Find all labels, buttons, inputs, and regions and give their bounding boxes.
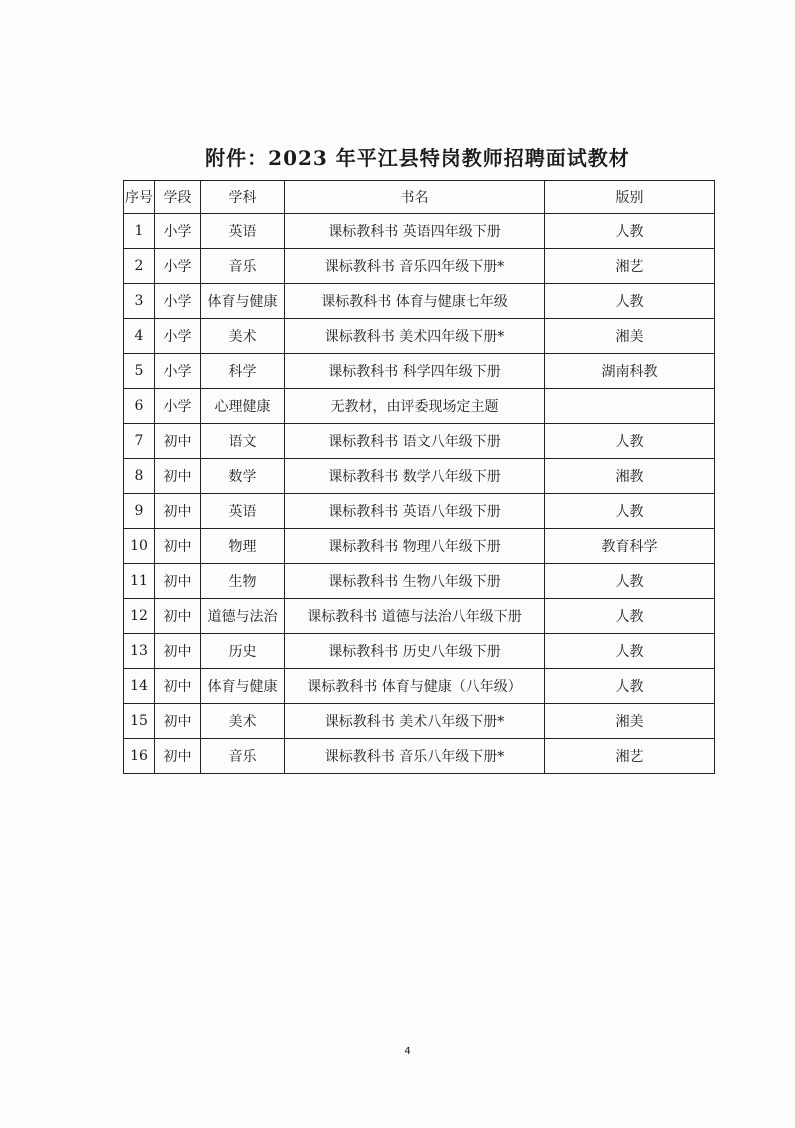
cell-subject: 历史 [201, 634, 285, 669]
cell-publisher: 人教 [545, 564, 715, 599]
table-row [124, 739, 715, 774]
cell-school-stage: 小学 [155, 389, 201, 424]
cell-school-stage: 初中 [155, 529, 201, 564]
cell-book-title: 课标教科书 历史八年级下册 [285, 634, 545, 669]
cell-book-title: 课标教科书 科学四年级下册 [285, 354, 545, 389]
table-header-row [124, 181, 715, 214]
cell-publisher [545, 389, 715, 424]
cell-publisher: 湘美 [545, 704, 715, 739]
document-title: 附件：2023 年平江县特岗教师招聘面试教材 [205, 146, 630, 170]
cell-publisher: 人教 [545, 284, 715, 319]
header-publisher: 版别 [545, 181, 715, 214]
cell-serial-number: 13 [124, 634, 155, 669]
cell-publisher: 人教 [545, 424, 715, 459]
cell-school-stage: 初中 [155, 704, 201, 739]
cell-subject: 英语 [201, 214, 285, 249]
cell-serial-number: 3 [124, 284, 155, 319]
cell-serial-number: 15 [124, 704, 155, 739]
cell-subject: 道德与法治 [201, 599, 285, 634]
cell-serial-number: 7 [124, 424, 155, 459]
table-row [124, 249, 715, 284]
header-serial-number: 序号 [124, 181, 155, 214]
cell-subject: 科学 [201, 354, 285, 389]
cell-school-stage: 小学 [155, 214, 201, 249]
cell-school-stage: 小学 [155, 249, 201, 284]
cell-subject: 数学 [201, 459, 285, 494]
cell-school-stage: 初中 [155, 459, 201, 494]
cell-serial-number: 9 [124, 494, 155, 529]
cell-serial-number: 10 [124, 529, 155, 564]
cell-serial-number: 12 [124, 599, 155, 634]
header-book-title: 书名 [285, 181, 545, 214]
cell-serial-number: 8 [124, 459, 155, 494]
cell-publisher: 人教 [545, 494, 715, 529]
table-row [124, 354, 715, 389]
table-row [124, 319, 715, 354]
cell-publisher: 人教 [545, 599, 715, 634]
cell-publisher: 教育科学 [545, 529, 715, 564]
table-row [124, 284, 715, 319]
cell-subject: 音乐 [201, 249, 285, 284]
cell-subject: 音乐 [201, 739, 285, 774]
cell-publisher: 人教 [545, 669, 715, 704]
cell-school-stage: 小学 [155, 354, 201, 389]
cell-school-stage: 初中 [155, 634, 201, 669]
header-school-stage: 学段 [155, 181, 201, 214]
cell-book-title: 课标教科书 物理八年级下册 [285, 529, 545, 564]
cell-publisher: 湘教 [545, 459, 715, 494]
cell-serial-number: 1 [124, 214, 155, 249]
cell-serial-number: 5 [124, 354, 155, 389]
header-subject: 学科 [201, 181, 285, 214]
cell-book-title: 课标教科书 美术八年级下册* [285, 704, 545, 739]
cell-serial-number: 11 [124, 564, 155, 599]
table-row [124, 669, 715, 704]
table-row [124, 389, 715, 424]
cell-serial-number: 2 [124, 249, 155, 284]
cell-book-title: 课标教科书 音乐八年级下册* [285, 739, 545, 774]
table-row [124, 704, 715, 739]
cell-school-stage: 初中 [155, 564, 201, 599]
table-row [124, 634, 715, 669]
cell-subject: 美术 [201, 319, 285, 354]
cell-serial-number: 4 [124, 319, 155, 354]
cell-subject: 体育与健康 [201, 669, 285, 704]
cell-subject: 心理健康 [201, 389, 285, 424]
table-row [124, 529, 715, 564]
cell-publisher: 人教 [545, 214, 715, 249]
cell-publisher: 湘美 [545, 319, 715, 354]
cell-book-title: 课标教科书 道德与法治八年级下册 [285, 599, 545, 634]
cell-publisher: 人教 [545, 634, 715, 669]
table-row [124, 424, 715, 459]
cell-book-title: 课标教科书 语文八年级下册 [285, 424, 545, 459]
cell-school-stage: 初中 [155, 739, 201, 774]
cell-subject: 英语 [201, 494, 285, 529]
cell-school-stage: 初中 [155, 599, 201, 634]
cell-serial-number: 16 [124, 739, 155, 774]
page-number: 4 [404, 1046, 411, 1057]
cell-subject: 体育与健康 [201, 284, 285, 319]
cell-book-title: 课标教科书 音乐四年级下册* [285, 249, 545, 284]
table-row [124, 564, 715, 599]
cell-serial-number: 6 [124, 389, 155, 424]
cell-book-title: 课标教科书 数学八年级下册 [285, 459, 545, 494]
cell-publisher: 湘艺 [545, 739, 715, 774]
cell-book-title: 课标教科书 体育与健康（八年级） [285, 669, 545, 704]
cell-serial-number: 14 [124, 669, 155, 704]
cell-book-title: 无教材，由评委现场定主题 [285, 389, 545, 424]
cell-book-title: 课标教科书 生物八年级下册 [285, 564, 545, 599]
cell-book-title: 课标教科书 体育与健康七年级 [285, 284, 545, 319]
table-row [124, 494, 715, 529]
table-row [124, 459, 715, 494]
cell-school-stage: 小学 [155, 284, 201, 319]
textbook-table [123, 180, 715, 774]
cell-book-title: 课标教科书 英语四年级下册 [285, 214, 545, 249]
cell-school-stage: 小学 [155, 319, 201, 354]
cell-subject: 语文 [201, 424, 285, 459]
cell-book-title: 课标教科书 英语八年级下册 [285, 494, 545, 529]
cell-publisher: 湘艺 [545, 249, 715, 284]
cell-book-title: 课标教科书 美术四年级下册* [285, 319, 545, 354]
table-row [124, 599, 715, 634]
table-row [124, 214, 715, 249]
cell-subject: 美术 [201, 704, 285, 739]
cell-school-stage: 初中 [155, 424, 201, 459]
cell-subject: 物理 [201, 529, 285, 564]
cell-school-stage: 初中 [155, 494, 201, 529]
cell-subject: 生物 [201, 564, 285, 599]
cell-publisher: 湖南科教 [545, 354, 715, 389]
table-body [124, 214, 715, 774]
cell-school-stage: 初中 [155, 669, 201, 704]
